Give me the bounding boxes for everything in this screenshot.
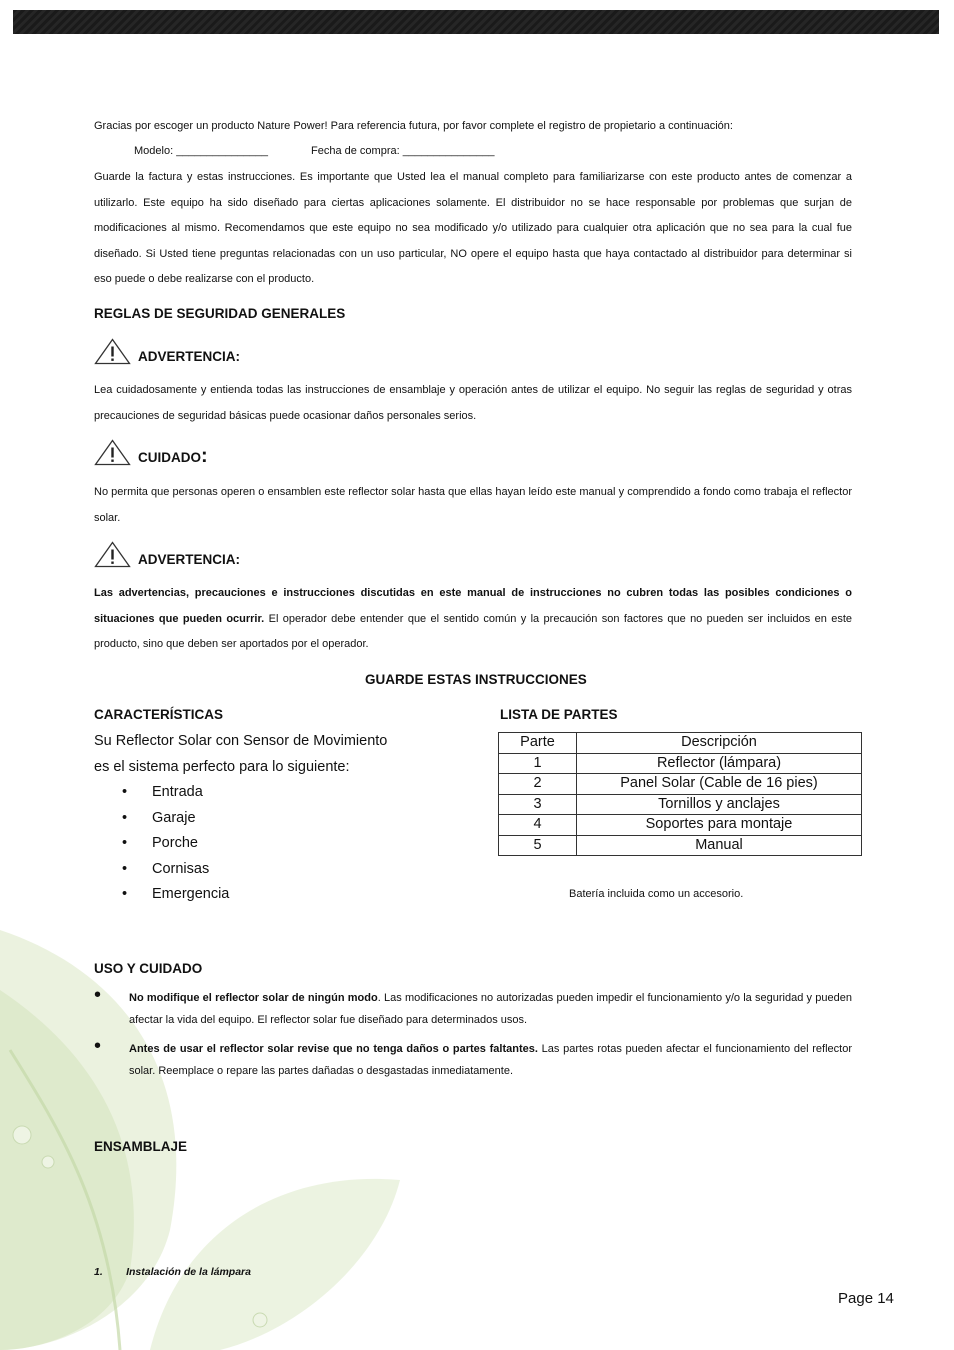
- part-description: Tornillos y anclajes: [577, 794, 862, 815]
- list-item: • Porche: [94, 831, 387, 857]
- table-row: [499, 753, 862, 774]
- page-number: Page 14: [838, 1290, 894, 1307]
- thanks-text: Gracias por escoger un producto Nature Power! Para referencia futura, por favor complete el registro de propietario a continuación:: [94, 120, 733, 132]
- bullet: •: [94, 984, 102, 1006]
- features-list: [94, 729, 387, 908]
- part-number: 4: [499, 815, 577, 836]
- list-item: • Entrada: [94, 780, 387, 806]
- keep-instructions-heading: GUARDE ESTAS INSTRUCCIONES: [365, 672, 587, 687]
- table-row: [499, 774, 862, 795]
- part-number: 2: [499, 774, 577, 795]
- features-line-1: Su Reflector Solar con Sensor de Movimiento: [94, 733, 388, 749]
- list-item: • Cornisas: [94, 857, 387, 883]
- warning-1-label: ADVERTENCIA:: [138, 349, 241, 364]
- safety-heading: REGLAS DE SEGURIDAD GENERALES: [94, 306, 346, 321]
- warning-2-text: Las advertencias, precauciones e instrucciones discutidas en este manual de instrucciones no cubren todas las posibles condiciones o situaciones que pueden ocurrir. El operador debe entender que el sentido común y la precaución son factores que no pueden ser incluidos en este producto, sino que deben ser aportados por el operador.: [94, 587, 852, 650]
- use-item-1: [94, 984, 852, 1031]
- part-description: Soportes para montaje: [577, 815, 862, 836]
- table-row: [499, 794, 862, 815]
- use-care-heading: USO Y CUIDADO: [94, 961, 203, 976]
- warning-2-label: ADVERTENCIA:: [138, 552, 241, 567]
- column-header-part: Parte: [499, 733, 577, 754]
- list-item: • Emergencia: [94, 882, 387, 908]
- part-description: Manual: [577, 835, 862, 856]
- warning-triangle-icon: [94, 439, 131, 466]
- warning-2: [94, 541, 240, 568]
- warning-1: [94, 338, 240, 365]
- caution: [94, 439, 208, 466]
- use-item-2-text: Antes de usar el reflector solar revise que no tenga daños o partes faltantes. Las partes rotas pueden afectar el funcionamiento del reflector solar. Reemplace o repare las partes dañadas o desgastadas inmediatamente.: [129, 1043, 852, 1077]
- warning-triangle-icon: [94, 338, 131, 365]
- table-header-row: [499, 733, 862, 754]
- model-field-label: Modelo: _______________: [134, 145, 268, 157]
- features-heading: CARACTERÍSTICAS: [94, 707, 224, 722]
- parts-table: [498, 732, 862, 856]
- use-item-1-text: No modifique el reflector solar de ningún modo. Las modificaciones no autorizadas pueden impedir el funcionamiento y/o la seguridad y pueden afectar la vida del equipo. El reflector solar fue diseñado para determinados usos.: [129, 992, 852, 1026]
- parts-heading: LISTA DE PARTES: [500, 707, 618, 722]
- assembly-step-1: 1. Instalación de la lámpara: [94, 1266, 251, 1278]
- part-number: 1: [499, 753, 577, 774]
- battery-note: Batería incluida como un accesorio.: [569, 888, 744, 900]
- list-item: • Garaje: [94, 806, 387, 832]
- intro-paragraph: Guarde la factura y estas instrucciones. Es importante que Usted lea el manual completo para familiarizarse con este producto antes de comenzar a utilizarlo. Este equipo ha sido diseñado para ciertas aplicaciones solamente. El distribuidor no se hace responsable por problemas que surjan de modificaciones al mismo. Recomendamos que este equipo no sea modificado y/o utilizado para cualquier otra aplicación que no sea para la cual fue diseñado. Si Usted tiene preguntas relacionadas con un uso particular, NO opere el equipo hasta que haya contactado al distribuidor para determinar si eso puede o debe realizarse con el producto.: [94, 171, 852, 285]
- part-number: 5: [499, 835, 577, 856]
- caution-text: No permita que personas operen o ensamblen este reflector solar hasta que ellas hayan leído este manual y comprendido a fondo como trabaja el reflector solar.: [94, 486, 852, 524]
- header-bar: [13, 10, 939, 34]
- features-line-2: es el sistema perfecto para lo siguiente:: [94, 758, 350, 775]
- part-number: 3: [499, 794, 577, 815]
- table-row: [499, 815, 862, 836]
- column-header-description: Descripción: [577, 733, 862, 754]
- purchase-date-field-label: Fecha de compra: _______________: [311, 145, 495, 157]
- warning-1-text: Lea cuidadosamente y entienda todas las instrucciones de ensamblaje y operación antes de utilizar el equipo. No seguir las reglas de seguridad y otras precauciones de seguridad básicas puede ocasionar daños personales serios.: [94, 384, 852, 422]
- caution-label: CUIDADO:: [138, 445, 208, 467]
- bullet: •: [94, 1035, 102, 1057]
- part-description: Panel Solar (Cable de 16 pies): [577, 774, 862, 795]
- warning-triangle-icon: [94, 541, 131, 568]
- assembly-heading: ENSAMBLAJE: [94, 1139, 188, 1154]
- part-description: Reflector (lámpara): [577, 753, 862, 774]
- table-row: [499, 835, 862, 856]
- use-item-2: [94, 1035, 852, 1082]
